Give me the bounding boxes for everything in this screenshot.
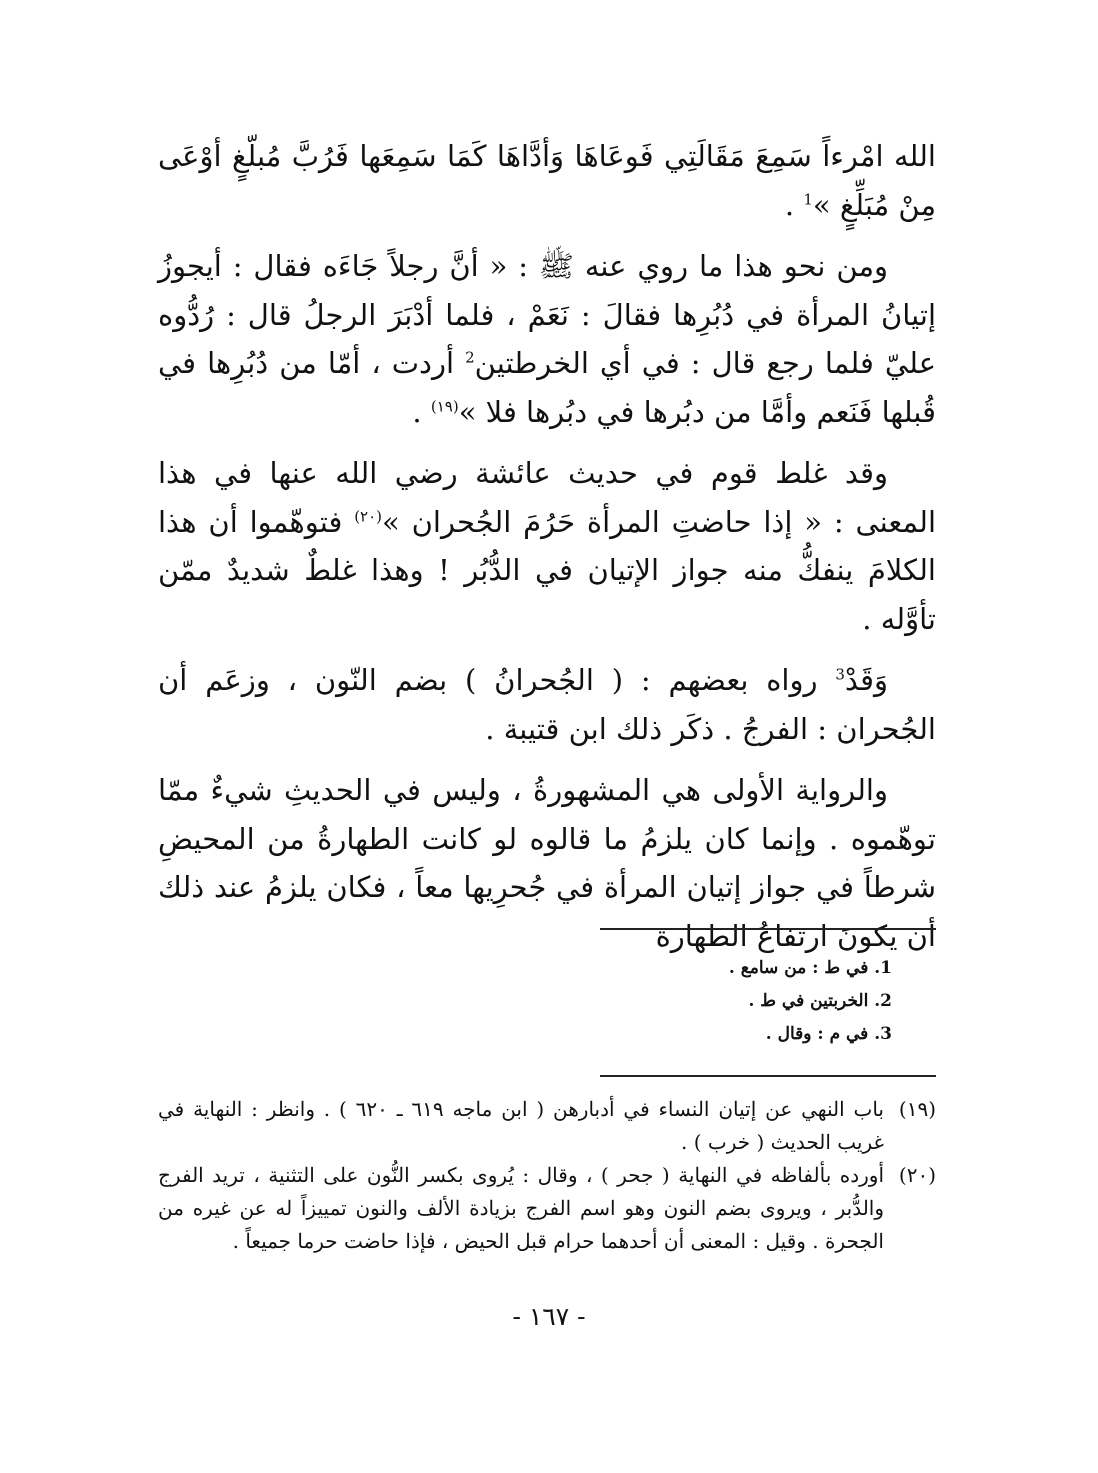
footnote-19 xyxy=(158,1093,936,1159)
footnotes xyxy=(158,1093,936,1258)
paragraph-text: رواه بعضهم : ( الجُحرانُ ) بضم النّون ، وزعَم أن الجُحران : الفرجُ . ذكَر ذلك ابن قتيبة . xyxy=(158,663,936,746)
footnote-number: (٢٠) xyxy=(898,1163,936,1187)
variant-note: 2. الخربتين في ط . xyxy=(748,991,892,1011)
variant-note: 3. في م : وقال . xyxy=(765,1024,892,1044)
full-stop: . xyxy=(412,394,422,429)
main-text xyxy=(158,132,936,960)
note-ref-3: 3 xyxy=(835,665,845,684)
paragraph-text: الله امْرءاً سَمِعَ مَقَالَتِي فَوعَاهَا وَأدَّاهَا كَمَا سَمِعَها فَرُبَّ مُبلّغٍ أوْعَى مِنْ مُبَلِّغٍ » xyxy=(158,139,936,222)
footnote-ref-20: (٢٠) xyxy=(354,506,383,525)
footnote-text: باب النهي عن إتيان النساء في أدبارهن ( ابن ماجه ٦١٩ ـ ٦٢٠ ) . وانظر : النهاية في غريب الحديث ( خرب ) . xyxy=(158,1097,884,1154)
paragraph-text: فتوهّموا أن هذا الكلامَ ينفكُّ منه جواز الإتيان في الدُّبُر ! وهذا غلطٌ شديدٌ ممّن تأوَّله . xyxy=(158,504,936,636)
paragraph-text: وَقَدْ xyxy=(844,663,888,697)
footnote-20 xyxy=(158,1159,936,1258)
full-stop: . xyxy=(784,187,795,222)
note-ref-1: 1 xyxy=(803,189,813,208)
footnote-number: (١٩) xyxy=(898,1097,936,1121)
footnotes-divider xyxy=(600,1075,936,1077)
paragraph-text: ومن نحو هذا ما روي عنه ﷺ : « أنَّ رجلاً جَاءَه فقال : أيجوزُ إتيانُ المرأة في دُبُرِها فقالَ : نَعَمْ ، فلما أدْبَرَ الرجلُ قال : رُدُّوه عليّ فلما رجع قال : في أي الخرطتين xyxy=(158,249,937,380)
notes-divider xyxy=(600,928,936,930)
paragraph-text: أردت ، أمّا من دُبُرِها في قُبلها فَنَعم وأمَّا من دبُرها في دبُرها فلا » xyxy=(158,346,936,429)
variant-notes xyxy=(600,952,892,1051)
paragraph-aisha-hadith xyxy=(158,449,936,643)
paragraph-ibn-qutayba xyxy=(158,656,936,753)
paragraph-text: وقد غلط قوم في حديث عائشة رضي الله عنها في هذا المعنى : « إذا حاضتِ المرأة حَرُمَ الجُحران » xyxy=(158,456,937,539)
paragraph-text: والرواية الأولى هي المشهورةُ ، وليس في الحديثِ شيءٌ ممّا توهّموه . وإنما كان يلزمُ ما قالوه لو كانت الطهارةُ من المحيضِ شرطاً في جواز إتيان المرأة في جُحرِيها معاً ، فكان يلزمُ عند ذلك أن يكونَ ارتفاعُ الطهارة xyxy=(158,773,936,953)
paragraph-first-narration xyxy=(158,766,936,960)
variant-note: 1. في ط : من سامع . xyxy=(728,958,892,978)
paragraph-hadith-rajul xyxy=(158,242,936,436)
note-ref-2: 2 xyxy=(465,348,475,367)
footnote-ref-19: (١٩) xyxy=(430,396,459,415)
footnote-text: أورده بألفاظه في النهاية ( جحر ) ، وقال : يُروى بكسر النُّون على التثنية ، تريد الفرج والدُّبر ، ويروى بضم النون وهو اسم الفرج بزيادة الألف والنون تمييزاً له عن غيره من الجحرة . وقيل : المعنى أن أحدهما حرام قبل الحيض ، فإذا حاضت حرما جميعاً . xyxy=(158,1163,884,1253)
paragraph-hadith-ending xyxy=(158,132,936,229)
page-number: - ١٦٧ - xyxy=(512,1302,586,1331)
